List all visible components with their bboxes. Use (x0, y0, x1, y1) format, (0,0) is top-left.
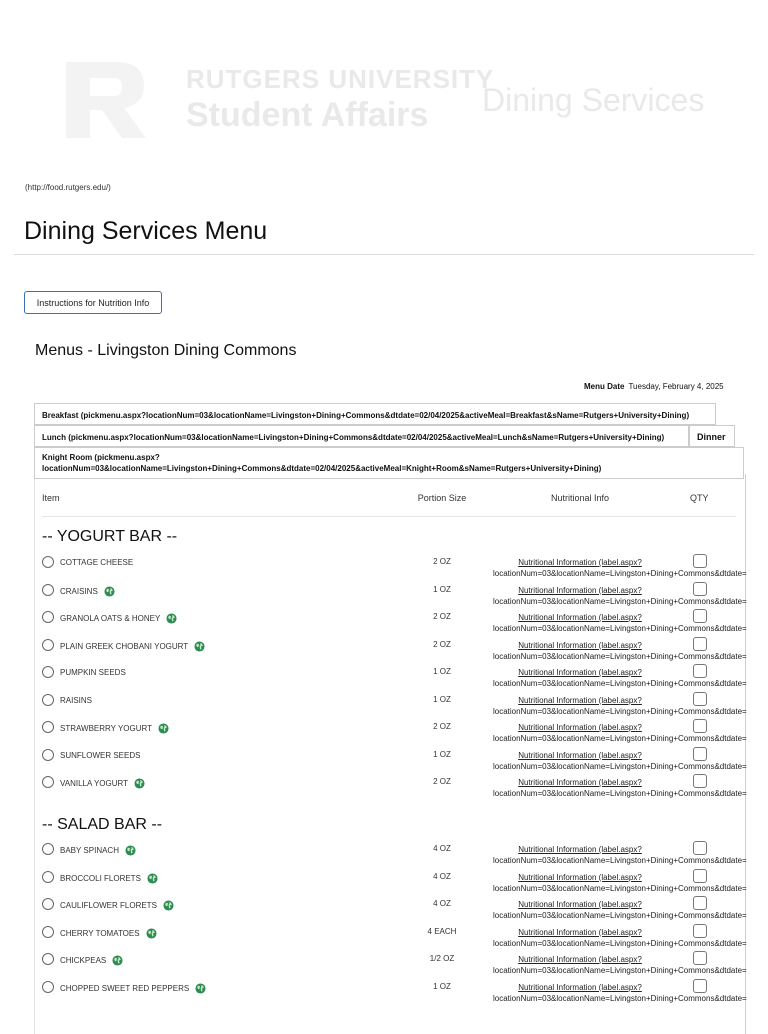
column-header-qty: QTY (690, 493, 709, 503)
nutrition-info-link-url[interactable]: locationNum=03&locationName=Livingston+Dining+Commons&dtdate= (493, 883, 747, 893)
page-title: Dining Services Menu (24, 217, 268, 245)
item-select-checkbox[interactable] (42, 749, 54, 761)
section-heading: -- YOGURT BAR -- (42, 528, 178, 545)
item-select-checkbox[interactable] (42, 721, 54, 733)
item-name-text: RAISINS (60, 695, 93, 705)
quantity-input[interactable] (693, 896, 707, 910)
menu-date-label: Menu Date (584, 382, 625, 391)
nutrition-info-link[interactable]: Nutritional Information (label.aspx? (518, 585, 642, 595)
item-select-checkbox[interactable] (42, 694, 54, 706)
item-name (60, 723, 169, 734)
item-select-checkbox[interactable] (42, 871, 54, 883)
globe-icon (194, 641, 205, 652)
quantity-input[interactable] (693, 951, 707, 965)
menu-item-row (0, 721, 768, 747)
globe-icon (147, 873, 158, 884)
menu-item-row (0, 953, 768, 979)
item-name-text: SUNFLOWER SEEDS (60, 750, 141, 760)
item-name-text: CAULIFLOWER FLORETS (60, 901, 157, 910)
item-name (60, 955, 123, 966)
quantity-input[interactable] (693, 582, 707, 596)
quantity-input[interactable] (693, 869, 707, 883)
item-portion: 1/2 OZ (429, 954, 455, 963)
nutrition-info-link[interactable]: Nutritional Information (label.aspx? (518, 723, 642, 732)
item-portion: 2 OZ (433, 777, 451, 786)
item-name (60, 586, 115, 597)
nutrition-info-link[interactable]: Nutritional Information (label.aspx? (518, 750, 642, 760)
item-name (60, 613, 177, 624)
quantity-input[interactable] (693, 979, 707, 993)
item-select-checkbox[interactable] (42, 666, 54, 678)
item-name-text: CHICKPEAS (60, 956, 107, 965)
item-portion: 2 OZ (433, 722, 451, 731)
globe-icon (163, 900, 174, 911)
item-name-text: PUMPKIN SEEDS (60, 668, 126, 677)
item-name-text: COTTAGE CHEESE (60, 558, 134, 567)
item-name-text: BROCCOLI FLORETS (60, 873, 141, 883)
item-select-checkbox[interactable] (42, 898, 54, 910)
globe-icon (112, 955, 123, 966)
header-banner (0, 0, 768, 160)
nutrition-info-link[interactable]: Nutritional Information (label.aspx? (518, 955, 642, 964)
item-name (60, 928, 157, 939)
nutrition-info-link-url[interactable]: locationNum=03&locationName=Livingston+Dining+Commons&dtdate= (493, 569, 747, 578)
menu-item-row (0, 898, 768, 924)
nutrition-info-link[interactable]: Nutritional Information (label.aspx? (518, 640, 642, 650)
nutrition-info-link[interactable]: Nutritional Information (label.aspx? (518, 558, 642, 567)
globe-icon (166, 613, 177, 624)
nutrition-info-link[interactable]: Nutritional Information (label.aspx? (518, 900, 642, 909)
banner-dining-services: Dining Services (482, 82, 705, 118)
nutrition-info-link[interactable]: Nutritional Information (label.aspx? (518, 778, 642, 787)
item-portion: 1 OZ (433, 981, 451, 991)
item-select-checkbox[interactable] (42, 953, 54, 965)
item-name (60, 845, 136, 856)
nutrition-info-link-url[interactable]: locationNum=03&locationName=Livingston+Dining+Commons&dtdate= (493, 706, 747, 716)
item-portion: 2 OZ (433, 639, 451, 649)
item-name-text: CHOPPED SWEET RED PEPPERS (60, 983, 190, 993)
nutrition-info-link-url[interactable]: locationNum=03&locationName=Livingston+Dining+Commons&dtdate= (493, 789, 747, 798)
menus-heading: Menus - Livingston Dining Commons (35, 342, 297, 359)
item-select-checkbox[interactable] (42, 639, 54, 651)
nutrition-info-link-url[interactable]: locationNum=03&locationName=Livingston+Dining+Commons&dtdate= (493, 624, 747, 633)
item-name (60, 641, 205, 652)
banner-student-affairs: Student Affairs (186, 96, 429, 134)
tab-breakfast[interactable]: Breakfast (pickmenu.aspx?locationNum=03&locationName=Livingston+Dining+Commons&dtdate=02/04/2025&activeMeal=Breakfast&sName=Rutgers+University+Dining) (34, 403, 716, 425)
column-header-portion: Portion Size (417, 493, 467, 503)
nutrition-info-link[interactable]: Nutritional Information (label.aspx? (518, 668, 642, 677)
item-portion: 1 OZ (433, 667, 451, 676)
nutrition-info-link[interactable]: Nutritional Information (label.aspx? (518, 613, 642, 622)
menu-item-row (0, 981, 768, 1007)
item-select-checkbox[interactable] (42, 611, 54, 623)
home-link[interactable]: (http://food.rutgers.edu/) (25, 183, 111, 192)
item-portion: 4 OZ (433, 899, 451, 908)
item-select-checkbox[interactable] (42, 981, 54, 993)
instructions-button[interactable]: Instructions for Nutrition Info (24, 291, 162, 314)
quantity-input[interactable] (693, 924, 707, 938)
globe-icon (146, 928, 157, 939)
nutrition-info-link[interactable]: Nutritional Information (label.aspx? (518, 872, 642, 882)
nutrition-info-link-url[interactable]: locationNum=03&locationName=Livingston+Dining+Commons&dtdate= (493, 938, 747, 948)
item-name-text: VANILLA YOGURT (60, 779, 129, 788)
item-portion: 4 OZ (433, 844, 451, 853)
item-select-checkbox[interactable] (42, 776, 54, 788)
menu-item-row (0, 611, 768, 637)
item-portion: 4 OZ (433, 871, 451, 881)
tab-knight-room[interactable] (34, 447, 744, 479)
quantity-input[interactable] (693, 774, 707, 788)
item-name (60, 668, 126, 677)
item-portion: 2 OZ (433, 557, 451, 566)
nutrition-info-link-url[interactable]: locationNum=03&locationName=Livingston+Dining+Commons&dtdate= (493, 966, 747, 975)
menu-item-row (0, 639, 768, 665)
item-select-checkbox[interactable] (42, 843, 54, 855)
menu-item-row (0, 556, 768, 582)
item-select-checkbox[interactable] (42, 926, 54, 938)
quantity-input[interactable] (693, 609, 707, 623)
globe-icon (125, 845, 136, 856)
item-select-checkbox[interactable] (42, 556, 54, 568)
nutrition-info-link[interactable]: Nutritional Information (label.aspx? (518, 845, 642, 854)
item-portion: 1 OZ (433, 694, 451, 704)
item-name-text: CRAISINS (60, 586, 98, 596)
item-name-text: CHERRY TOMATOES (60, 928, 140, 938)
section-heading: -- SALAD BAR -- (42, 816, 163, 833)
item-name-text: PLAIN GREEK CHOBANI YOGURT (60, 641, 189, 651)
nutrition-info-link-url[interactable]: locationNum=03&locationName=Livingston+Dining+Commons&dtdate= (493, 734, 747, 743)
item-name-text: BABY SPINACH (60, 846, 119, 855)
menu-item-row (0, 843, 768, 869)
rutgers-logo (60, 58, 152, 142)
nutrition-info-link-url[interactable]: locationNum=03&locationName=Livingston+Dining+Commons&dtdate= (493, 761, 747, 771)
item-name (60, 778, 145, 789)
item-select-checkbox[interactable] (42, 584, 54, 596)
nutrition-info-link-url[interactable]: locationNum=03&locationName=Livingston+Dining+Commons&dtdate= (493, 679, 747, 688)
menu-date (584, 382, 724, 391)
menu-item-row (0, 749, 768, 775)
menu-item-row (0, 694, 768, 720)
menu-item-row (0, 871, 768, 897)
quantity-input[interactable] (693, 637, 707, 651)
menu-item-row (0, 584, 768, 610)
nutrition-info-link-url[interactable]: locationNum=03&locationName=Livingston+Dining+Commons&dtdate= (493, 993, 747, 1003)
nutrition-info-link[interactable]: Nutritional Information (label.aspx? (518, 927, 642, 937)
item-portion: 1 OZ (433, 749, 451, 759)
quantity-input[interactable] (693, 554, 707, 568)
banner-university: RUTGERS UNIVERSITY (186, 64, 495, 94)
item-portion: 1 OZ (433, 584, 451, 594)
item-name-text: GRANOLA OATS & HONEY (60, 614, 161, 623)
tab-lunch[interactable]: Lunch (pickmenu.aspx?locationNum=03&locationName=Livingston+Dining+Commons&dtdate=02/04/2025&activeMeal=Lunch&sName=Rutgers+University+Dining) (34, 425, 689, 447)
column-header-item: Item (42, 493, 60, 503)
item-name (60, 558, 133, 567)
quantity-input[interactable] (693, 692, 707, 706)
tab-dinner[interactable]: Dinner (689, 425, 735, 447)
nutrition-info-link-url[interactable]: locationNum=03&locationName=Livingston+Dining+Commons&dtdate= (493, 651, 747, 661)
item-name (60, 751, 140, 760)
globe-icon (158, 723, 169, 734)
nutrition-info-link-url[interactable]: locationNum=03&locationName=Livingston+Dining+Commons&dtdate= (493, 911, 747, 920)
quantity-input[interactable] (693, 664, 707, 678)
menu-item-row (0, 776, 768, 802)
globe-icon (134, 778, 145, 789)
nutrition-info-link[interactable]: Nutritional Information (label.aspx? (518, 982, 642, 992)
tab-knight-room-line2: locationNum=03&locationName=Livingston+Dining+Commons&dtdate=02/04/2025&activeMeal=Knight+Room&sName=Rutgers+University+Dining) (42, 464, 602, 473)
globe-icon (195, 983, 206, 994)
nutrition-info-link-url[interactable]: locationNum=03&locationName=Livingston+Dining+Commons&dtdate= (493, 856, 747, 865)
header-divider (42, 516, 736, 517)
menu-item-row (0, 926, 768, 952)
item-name (60, 873, 158, 884)
column-header-nutrition: Nutritional Info (550, 493, 610, 503)
item-name (60, 900, 174, 911)
item-portion: 4 EACH (427, 926, 457, 936)
item-portion: 2 OZ (433, 612, 451, 621)
item-name (60, 696, 92, 705)
tab-knight-room-line1: Knight Room (pickmenu.aspx? (42, 453, 160, 462)
nutrition-info-link[interactable]: Nutritional Information (label.aspx? (518, 695, 642, 705)
quantity-input[interactable] (693, 719, 707, 733)
nutrition-info-link-url[interactable]: locationNum=03&locationName=Livingston+Dining+Commons&dtdate= (493, 596, 747, 606)
menu-item-row (0, 666, 768, 692)
title-divider (14, 254, 754, 255)
globe-icon (104, 586, 115, 597)
menu-date-value: Tuesday, February 4, 2025 (628, 382, 724, 391)
item-name-text: STRAWBERRY YOGURT (60, 724, 153, 733)
quantity-input[interactable] (693, 841, 707, 855)
quantity-input[interactable] (693, 747, 707, 761)
item-name (60, 983, 206, 994)
